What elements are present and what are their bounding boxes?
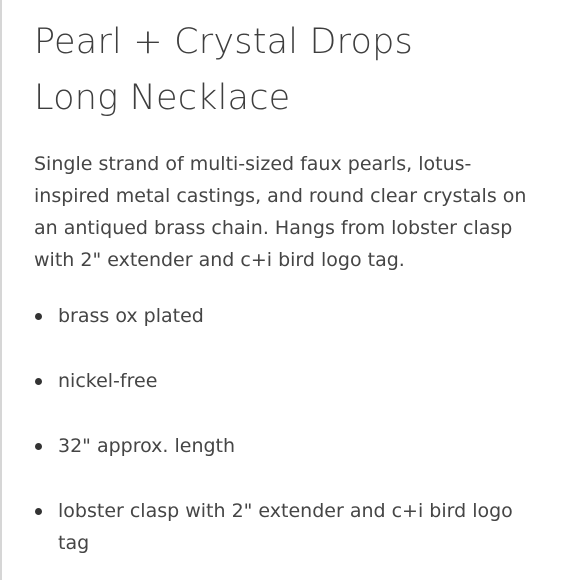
feature-text: brass ox plated: [58, 305, 204, 327]
feature-item: [34, 365, 538, 397]
left-divider: [0, 0, 2, 580]
bullet-icon: [35, 378, 42, 385]
feature-text: 32" approx. length: [58, 435, 236, 457]
bullet-icon: [35, 508, 42, 515]
feature-text: nickel-free: [58, 370, 158, 392]
product-features-list: [34, 300, 554, 559]
bullet-icon: [35, 313, 42, 320]
product-description: Single strand of multi-sized faux pearls, lotus-inspired metal castings, and round clear crystals on an antiqued brass chain. Hangs from lobster clasp with 2" extender and c+i bird logo tag.: [34, 153, 527, 271]
product-content: [34, 14, 554, 559]
feature-item: [34, 300, 538, 332]
product-title-line-1: Pearl + Crystal Drops: [34, 22, 413, 62]
product-title: [34, 14, 554, 126]
feature-item: [34, 430, 538, 462]
product-title-line-2: Long Necklace: [34, 78, 291, 118]
bullet-icon: [35, 443, 42, 450]
feature-item: [34, 495, 538, 559]
feature-text: lobster clasp with 2" extender and c+i bird logo tag: [58, 500, 513, 554]
